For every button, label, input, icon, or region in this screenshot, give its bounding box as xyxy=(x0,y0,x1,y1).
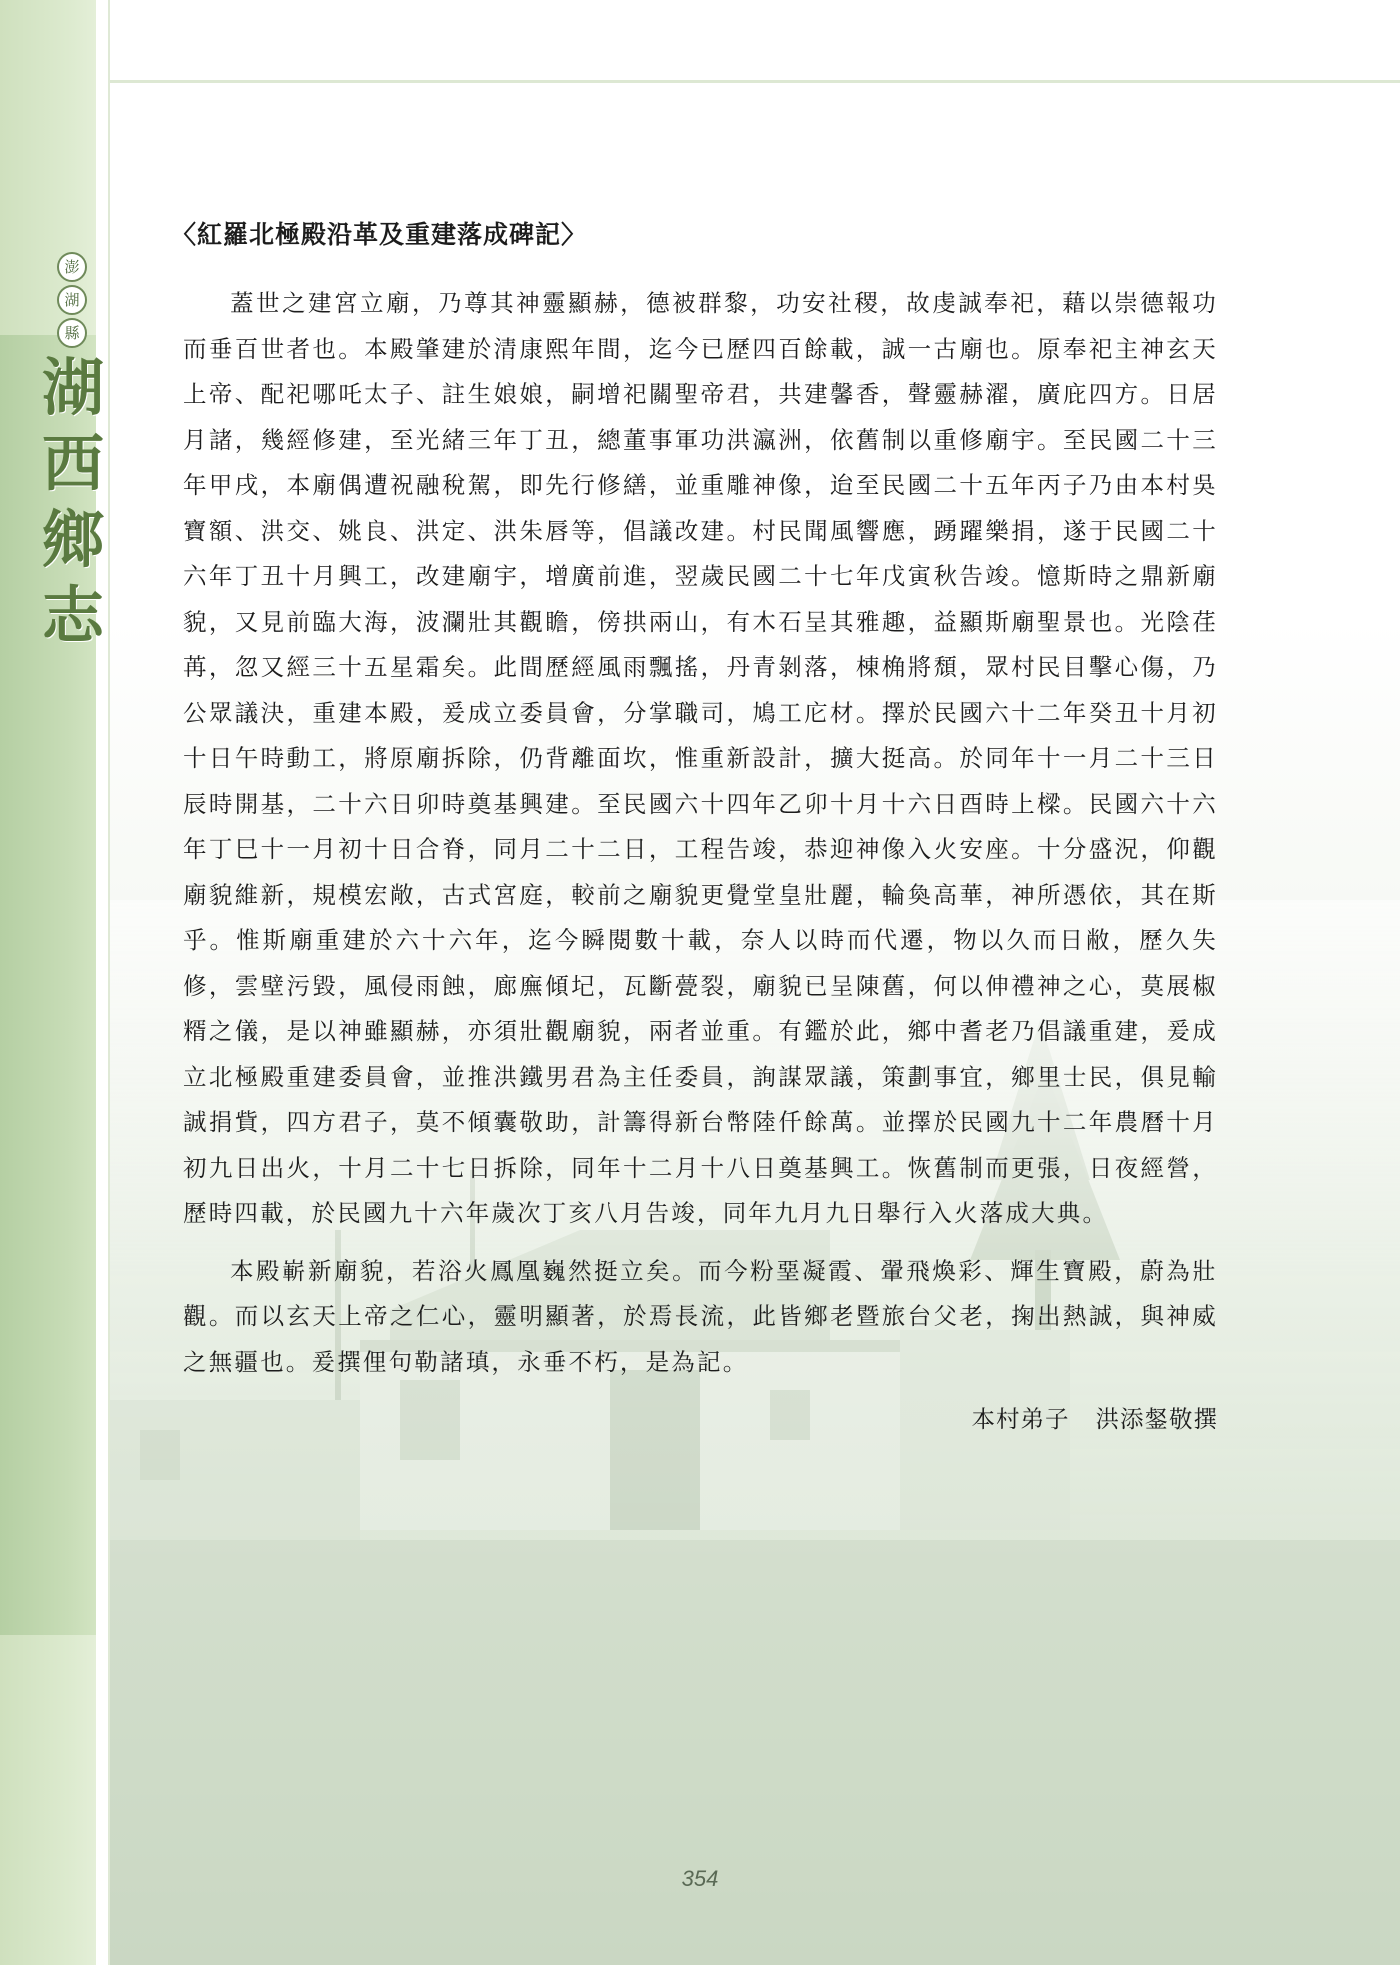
book-title-char: 湖 xyxy=(41,351,104,424)
county-char: 縣 xyxy=(57,318,87,348)
book-title-char: 鄉 xyxy=(41,503,104,576)
signature-author: 洪添錖敬撰 xyxy=(1095,1405,1218,1433)
document-body xyxy=(171,215,1218,1442)
county-char: 湖 xyxy=(57,285,87,315)
book-title-vertical xyxy=(38,350,108,654)
top-rule xyxy=(110,80,1400,83)
book-title-char: 志 xyxy=(41,579,104,652)
document-title: 〈紅羅北極殿沿革及重建落成碑記〉 xyxy=(171,220,588,249)
signature-role: 本村弟子 xyxy=(971,1405,1070,1433)
paragraph: 蓋世之建宮立廟，乃尊其神靈顯赫，德被群黎，功安社稷，故虔誠奉祀，藉以崇德報功而垂百世者也。本殿肇建於清康熙年間，迄今已歷四百餘載，誠一古廟也。原奉祀主神玄天上帝、配祀哪吒太子、註生娘娘，嗣增祀關聖帝君，共建馨香，聲靈赫濯，廣庇四方。日居月諸，幾經修建，至光緒三年丁丑，總董事軍功洪瀛洲，依舊制以重修廟宇。至民國二十三年甲戌，本廟偶遭祝融稅駕，即先行修繕，並重雕神像，迨至民國二十五年丙子乃由本村吳寶額、洪交、姚良、洪定、洪朱唇等，倡議改建。村民聞風響應，踴躍樂捐，遂于民國二十六年丁丑十月興工，改建廟宇，增廣前進，翌歲民國二十七年戊寅秋告竣。憶斯時之鼎新廟貌，又見前臨大海，波瀾壯其觀瞻，傍拱兩山，有木石呈其雅趣，益顯斯廟聖景也。光陰荏苒，忽又經三十五星霜矣。此間歷經風雨飄搖，丹青剝落，棟桷將頹，眾村民目擊心傷，乃公眾議決，重建本殿，爰成立委員會，分掌職司，鳩工庀材。擇於民國六十二年癸丑十月初十日午時動工，將原廟拆除，仍背離面坎，惟重新設計，擴大挺高。於同年十一月二十三日辰時開基，二十六日卯時奠基興建。至民國六十四年乙卯十月十六日酉時上樑。民國六十六年丁巳十一月初十日合脊，同月二十二日，工程告竣，恭迎神像入火安座。十分盛況，仰觀廟貌維新，規模宏敞，古式宮庭，較前之廟貌更覺堂皇壯麗，輪奐高華，神所憑依，其在斯乎。惟斯廟重建於六十六年，迄今瞬閱數十載，奈人以時而代遷，物以久而日敝，歷久失修，雲壁污毀，風侵雨蝕，廊廡傾圮，瓦斷甍裂，廟貌已呈陳舊，何以伸禮神之心，莫展椒糈之儀，是以神雖顯赫，亦須壯觀廟貌，兩者並重。有鑑於此，鄉中耆老乃倡議重建，爰成立北極殿重建委員會，並推洪鐵男君為主任委員，詢謀眾議，策劃事宜，鄉里士民，俱見輸誠捐貲，四方君子，莫不傾囊敬助，計籌得新台幣陸仟餘萬。並擇於民國九十二年農曆十月初九日出火，十月二十七日拆除，同年十二月十八日奠基興工。恢舊制而更張，日夜經營，歷時四載，於民國九十六年歲次丁亥八月告竣，同年九月九日舉行入火落成大典。 xyxy=(183,289,1218,1227)
book-title-char: 西 xyxy=(41,427,104,500)
page-number: 354 xyxy=(681,1866,719,1891)
county-char: 澎 xyxy=(57,252,87,282)
paragraph: 本殿嶄新廟貌，若浴火鳳凰巍然挺立矣。而今粉堊凝霞、翬飛煥彩、輝生寶殿，蔚為壯觀。而以玄天上帝之仁心，靈明顯著，於焉長流，此皆鄉老暨旅台父老，掬出熱誠，與神威之無疆也。爰撰俚句勒諸瑱，永垂不朽，是為記。 xyxy=(183,1256,1218,1376)
county-badge xyxy=(57,252,87,351)
sidebar-divider-line xyxy=(108,0,110,1965)
signature xyxy=(183,1397,1218,1442)
